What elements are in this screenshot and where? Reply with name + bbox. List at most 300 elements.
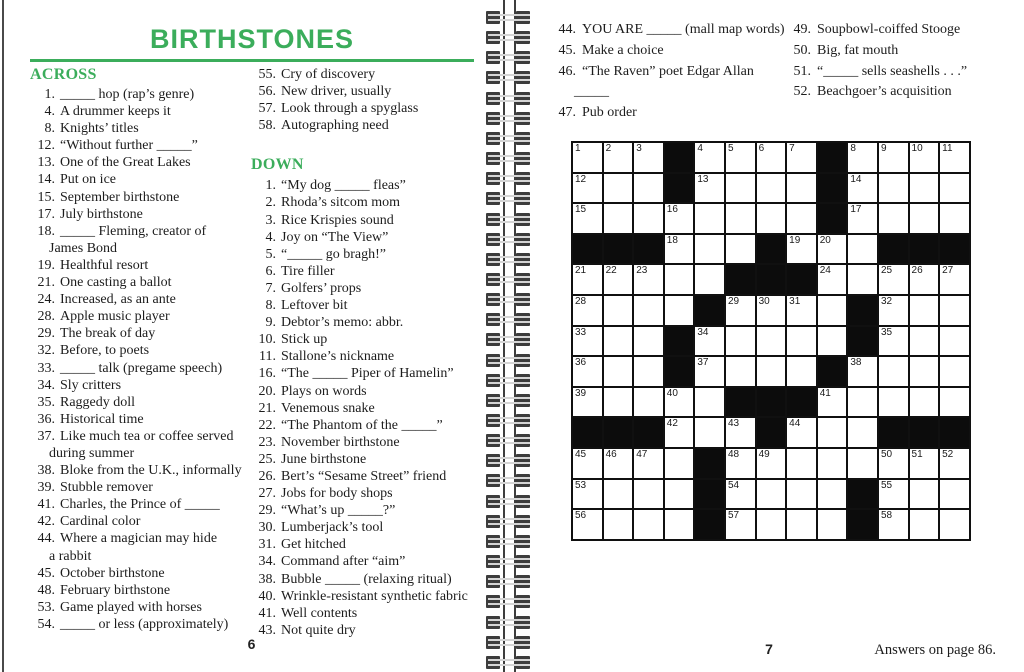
clue-text — [60, 291, 176, 308]
grid-cell — [757, 510, 786, 539]
clue-item — [30, 171, 262, 188]
grid-cell-black — [757, 265, 786, 294]
spiral-wire — [488, 100, 530, 102]
grid-cell — [726, 480, 755, 509]
grid-cell-number: 24 — [819, 265, 831, 277]
clue-text-line: Bert’s “Sesame Street” friend — [281, 468, 447, 484]
clue-item — [251, 212, 491, 229]
clue-number: 20. — [258, 383, 276, 399]
clue-number: 38. — [258, 571, 276, 587]
clue-text — [281, 365, 454, 382]
grid-cell-number: 15 — [575, 204, 587, 216]
spiral-wire — [488, 115, 530, 117]
clue-text-line: Where a magician may hide — [60, 531, 218, 547]
grid-cell — [604, 480, 633, 509]
spiral-anchor — [486, 152, 500, 165]
spiral-wire — [488, 357, 530, 359]
grid-cell-number: 16 — [666, 204, 678, 216]
clue-text-line: a rabbit — [49, 548, 92, 564]
clue-text — [281, 571, 452, 588]
clue-text-line: Sly critters — [60, 377, 122, 393]
grid-cell — [787, 296, 816, 325]
spiral-ring — [483, 333, 533, 346]
grid-cell — [910, 265, 939, 294]
clue-item — [30, 360, 262, 377]
spiral-anchor — [486, 535, 500, 548]
grid-cell-black — [848, 296, 877, 325]
clue-number: 5. — [265, 246, 276, 262]
grid-cell — [757, 327, 786, 356]
clue-item — [251, 434, 491, 451]
down-clue-list — [251, 177, 491, 639]
clue-text — [281, 588, 468, 605]
clue-number: 46. — [558, 63, 576, 79]
grid-cell — [604, 327, 633, 356]
clue-text-line: Stubble remover — [60, 480, 153, 496]
clue-text-line: “The Raven” poet Edgar Allan — [582, 63, 754, 79]
clue-text-line: Put on ice — [60, 172, 116, 188]
grid-cell — [573, 327, 602, 356]
grid-cell-number: 5 — [727, 143, 734, 154]
grid-cell-number: 40 — [666, 387, 678, 399]
spiral-ring — [483, 132, 533, 145]
clue-number: 34. — [258, 554, 276, 570]
spiral-anchor — [486, 313, 500, 326]
spiral-wire — [488, 59, 530, 61]
clue-item — [30, 291, 262, 308]
grid-cell — [634, 265, 663, 294]
spiral-anchor — [486, 253, 500, 266]
spiral-ring — [483, 515, 533, 528]
grid-cell — [940, 143, 969, 172]
clue-text — [281, 434, 400, 451]
grid-cell-number: 46 — [605, 448, 617, 460]
spiral-wire — [488, 296, 530, 298]
grid-cell — [940, 510, 969, 539]
grid-cell-black — [848, 327, 877, 356]
spiral-anchor — [516, 172, 530, 185]
clue-text — [60, 189, 179, 206]
grid-cell-number: 4 — [697, 143, 703, 154]
spiral-ring — [483, 152, 533, 165]
clue-text — [60, 137, 198, 154]
clue-text — [281, 605, 357, 622]
clue-item — [251, 194, 491, 211]
grid-cell — [848, 204, 877, 233]
clue-item — [251, 365, 491, 382]
spiral-wire — [488, 281, 530, 283]
grid-cell-number: 39 — [575, 387, 587, 399]
grid-cell-black — [848, 510, 877, 539]
clue-text-line: October birthstone — [60, 565, 165, 581]
grid-cell — [879, 327, 908, 356]
grid-cell-black — [818, 174, 847, 203]
grid-cell-number: 56 — [575, 510, 587, 522]
clue-number: 45. — [37, 565, 55, 581]
clue-number: 30. — [258, 520, 276, 536]
spiral-anchor — [516, 454, 530, 467]
grid-cell — [573, 143, 602, 172]
clue-text — [60, 513, 140, 530]
clue-text — [574, 62, 754, 104]
clue-number: 58. — [258, 118, 276, 134]
spiral-anchor — [486, 92, 500, 105]
spiral-wire — [488, 241, 530, 243]
grid-cell — [634, 327, 663, 356]
clue-text-line: Golfers’ props — [281, 280, 362, 296]
clue-number: 53. — [37, 599, 55, 615]
grid-cell-black — [665, 143, 694, 172]
grid-cell — [818, 327, 847, 356]
answers-note: Answers on page 86. — [874, 642, 996, 658]
grid-cell-number: 8 — [850, 143, 856, 154]
clue-number: 1. — [44, 87, 55, 102]
spiral-ring — [483, 273, 533, 286]
spiral-anchor — [516, 132, 530, 145]
clue-text — [817, 82, 952, 103]
clue-text-line: Cardinal color — [60, 514, 141, 530]
grid-cell — [665, 449, 694, 478]
clue-text — [817, 41, 898, 62]
clue-number: 37. — [37, 428, 55, 444]
clue-text-line: New driver, usually — [281, 84, 392, 100]
grid-cell-number: 23 — [636, 265, 648, 277]
grid-cell — [848, 143, 877, 172]
spiral-wire — [488, 437, 530, 439]
grid-cell — [879, 204, 908, 233]
clue-number: 54. — [37, 616, 55, 632]
spiral-wire — [488, 155, 530, 157]
grid-cell — [848, 357, 877, 386]
grid-cell — [573, 265, 602, 294]
grid-cell-number: 37 — [697, 357, 709, 369]
clue-item — [30, 137, 262, 154]
spiral-anchor — [486, 293, 500, 306]
clue-number: 36. — [37, 411, 55, 427]
down-header: DOWN — [251, 156, 304, 174]
clue-number: 50. — [793, 42, 811, 58]
grid-cell — [695, 204, 724, 233]
spiral-ring — [483, 192, 533, 205]
grid-cell — [604, 449, 633, 478]
clue-text-line: “_____ go bragh!” — [281, 246, 386, 262]
grid-cell — [910, 357, 939, 386]
clue-item — [548, 62, 768, 104]
clue-text-line: Charles, the Prince of _____ — [60, 497, 220, 513]
spiral-wire — [488, 482, 530, 484]
spiral-anchor — [516, 31, 530, 44]
clue-text — [60, 394, 135, 411]
grid-cell-number: 7 — [789, 143, 795, 154]
spiral-anchor — [486, 172, 500, 185]
spiral-wire — [488, 54, 530, 56]
grid-cell — [573, 204, 602, 233]
grid-cell — [787, 357, 816, 386]
clue-number: 47. — [558, 105, 576, 121]
clue-item — [30, 565, 262, 582]
clue-text — [60, 325, 155, 342]
spiral-anchor — [516, 293, 530, 306]
grid-cell — [604, 357, 633, 386]
spiral-wire — [488, 402, 530, 404]
grid-cell-black — [726, 265, 755, 294]
grid-cell-number: 57 — [727, 510, 740, 522]
grid-cell — [726, 204, 755, 233]
clue-item — [30, 616, 262, 633]
grid-cell — [604, 388, 633, 417]
clue-text-line: Like much tea or coffee served — [60, 428, 234, 444]
grid-cell-black — [634, 235, 663, 264]
clue-text-line: “My dog _____ fleas” — [281, 178, 406, 194]
spiral-wire — [488, 518, 530, 520]
grid-cell — [879, 388, 908, 417]
clue-text-line: Before, to poets — [60, 343, 150, 359]
clue-text-line: Game played with horses — [60, 599, 202, 615]
grid-cell — [573, 296, 602, 325]
page-title: BIRTHSTONES — [149, 24, 355, 54]
clue-text — [281, 400, 375, 417]
clue-text — [281, 100, 418, 117]
grid-cell-black — [910, 235, 939, 264]
clue-item — [251, 468, 491, 485]
grid-cell — [848, 235, 877, 264]
clue-number: 16. — [258, 366, 276, 382]
clue-text — [281, 468, 446, 485]
clue-item — [251, 297, 491, 314]
clue-text — [582, 41, 664, 62]
spiral-ring — [483, 575, 533, 588]
grid-cell-number: 44 — [789, 418, 801, 430]
grid-cell — [879, 510, 908, 539]
clue-text-line: _____ talk (pregame speech) — [60, 360, 223, 376]
spiral-ring — [483, 172, 533, 185]
spiral-ring — [483, 535, 533, 548]
grid-cell — [757, 204, 786, 233]
clue-text — [281, 117, 389, 134]
clue-text-line: Well contents — [281, 605, 358, 621]
grid-cell — [757, 296, 786, 325]
grid-cell — [818, 449, 847, 478]
clue-item — [251, 605, 491, 622]
grid-cell — [665, 480, 694, 509]
clue-item — [30, 479, 262, 496]
spiral-anchor — [486, 132, 500, 145]
grid-cell — [665, 235, 694, 264]
clue-text-line: Joy on “The View” — [281, 229, 389, 245]
grid-cell-black — [604, 235, 633, 264]
spiral-wire — [488, 79, 530, 81]
grid-cell-black — [818, 143, 847, 172]
grid-cell — [695, 388, 724, 417]
grid-cell-black — [695, 449, 724, 478]
spiral-ring — [483, 213, 533, 226]
grid-cell-number: 38 — [850, 357, 862, 369]
clue-text — [281, 212, 394, 229]
clue-number: 25. — [258, 451, 276, 467]
spiral-anchor — [516, 152, 530, 165]
grid-cell — [726, 418, 755, 447]
grid-cell-number: 20 — [819, 234, 831, 246]
clue-text — [60, 462, 242, 479]
grid-cell — [879, 174, 908, 203]
spiral-anchor — [486, 233, 500, 246]
spiral-ring — [483, 374, 533, 387]
spiral-wire — [488, 34, 530, 36]
spiral-ring — [483, 394, 533, 407]
grid-cell — [910, 449, 939, 478]
clue-number: 19. — [37, 257, 55, 273]
clue-number: 2. — [265, 195, 276, 211]
spiral-ring — [483, 233, 533, 246]
grid-cell — [910, 296, 939, 325]
spiral-anchor — [486, 434, 500, 447]
clue-item — [251, 502, 491, 519]
grid-cell — [726, 143, 755, 172]
grid-cell-black — [818, 204, 847, 233]
spiral-anchor — [516, 213, 530, 226]
grid-cell — [757, 357, 786, 386]
grid-cell-black — [940, 235, 969, 264]
clue-text — [60, 360, 222, 377]
clue-item — [30, 462, 262, 479]
grid-cell-number: 27 — [942, 265, 954, 277]
clue-item — [251, 117, 491, 134]
clue-text — [60, 411, 144, 428]
grid-cell-number: 35 — [880, 326, 893, 338]
grid-cell — [757, 480, 786, 509]
spiral-anchor — [516, 354, 530, 367]
spiral-wire — [488, 39, 530, 41]
clue-text — [281, 383, 367, 400]
clue-text-line: Stick up — [281, 332, 328, 348]
clue-number: 27. — [258, 486, 276, 502]
clue-number: 11. — [259, 349, 276, 365]
spiral-wire — [488, 462, 530, 464]
grid-cell — [726, 357, 755, 386]
grid-cell-number: 9 — [880, 143, 887, 154]
clue-text — [60, 479, 153, 496]
grid-cell-number: 48 — [727, 448, 740, 460]
grid-cell-black — [695, 480, 724, 509]
spiral-anchor — [486, 414, 500, 427]
grid-cell — [879, 449, 908, 478]
grid-cell-black — [910, 418, 939, 447]
spiral-ring — [483, 71, 533, 84]
clue-item — [30, 189, 262, 206]
spiral-ring — [483, 454, 533, 467]
grid-cell — [910, 174, 939, 203]
clue-text-line: Beachgoer’s acquisition — [817, 84, 952, 100]
grid-cell — [940, 388, 969, 417]
clue-number: 24. — [37, 292, 55, 308]
grid-cell — [634, 510, 663, 539]
spiral-anchor — [486, 354, 500, 367]
clue-text-line: Tire filler — [281, 263, 335, 279]
clue-text — [60, 274, 172, 291]
clue-item — [251, 229, 491, 246]
clue-number: 29. — [37, 326, 55, 342]
clue-number: 8. — [265, 298, 276, 314]
grid-cell — [787, 204, 816, 233]
clue-number: 39. — [37, 480, 55, 496]
grid-cell — [695, 327, 724, 356]
grid-cell-black — [757, 235, 786, 264]
clue-item — [783, 62, 1018, 83]
clue-item — [251, 571, 491, 588]
spiral-anchor — [516, 394, 530, 407]
clue-item — [251, 553, 491, 570]
grid-cell — [757, 174, 786, 203]
spiral-anchor — [516, 595, 530, 608]
grid-cell — [787, 449, 816, 478]
clue-column-middle — [251, 66, 491, 639]
spiral-anchor — [516, 51, 530, 64]
spiral-wire — [488, 598, 530, 600]
clue-item — [30, 154, 262, 171]
spiral-anchor — [486, 474, 500, 487]
clue-text — [60, 103, 171, 120]
clue-text-line: Leftover bit — [281, 298, 348, 314]
grid-cell — [848, 265, 877, 294]
clue-text-line: Soupbowl-coiffed Stooge — [817, 22, 961, 37]
grid-cell — [787, 510, 816, 539]
grid-cell-number: 21 — [575, 265, 587, 277]
clue-item — [548, 20, 785, 41]
clue-number: 22. — [258, 417, 276, 433]
spiral-wire — [488, 135, 530, 137]
clue-text-line: Wrinkle-resistant synthetic fabric — [281, 588, 468, 604]
clue-number: 6. — [265, 263, 276, 279]
spiral-anchor — [516, 333, 530, 346]
grid-cell — [818, 510, 847, 539]
spiral-ring — [483, 595, 533, 608]
clue-text — [281, 314, 403, 331]
clue-text — [281, 553, 405, 570]
clue-text-line: Make a choice — [582, 42, 664, 58]
grid-cell — [787, 418, 816, 447]
clue-item — [783, 41, 1018, 62]
grid-cell — [787, 174, 816, 203]
grid-cell-number: 33 — [575, 326, 587, 338]
clue-text-line: Lumberjack’s tool — [281, 520, 384, 536]
clue-text — [817, 62, 967, 83]
clue-text — [60, 206, 143, 223]
clue-number: 17. — [37, 206, 55, 222]
grid-cell-number: 1 — [575, 143, 581, 154]
spiral-wire — [488, 14, 530, 16]
clue-text — [60, 120, 139, 137]
grid-cell-number: 14 — [850, 173, 862, 185]
clue-text-line: Historical time — [60, 411, 144, 427]
grid-cell-number: 13 — [697, 173, 709, 185]
clue-text — [60, 565, 165, 582]
spiral-wire — [488, 200, 530, 202]
spiral-anchor — [486, 595, 500, 608]
grid-cell — [818, 480, 847, 509]
clue-text-line: Command after “aim” — [281, 554, 406, 570]
grid-cell — [726, 174, 755, 203]
clue-text-line: Big, fat mouth — [817, 42, 899, 58]
grid-cell — [818, 265, 847, 294]
grid-cell — [879, 357, 908, 386]
clue-item — [30, 103, 262, 120]
spiral-wire — [488, 659, 530, 661]
grid-cell — [910, 388, 939, 417]
spiral-anchor — [486, 374, 500, 387]
spiral-ring — [483, 434, 533, 447]
clue-text-line: “_____ sells seashells . . .” — [817, 63, 968, 79]
clue-text-line: during summer — [49, 445, 135, 461]
